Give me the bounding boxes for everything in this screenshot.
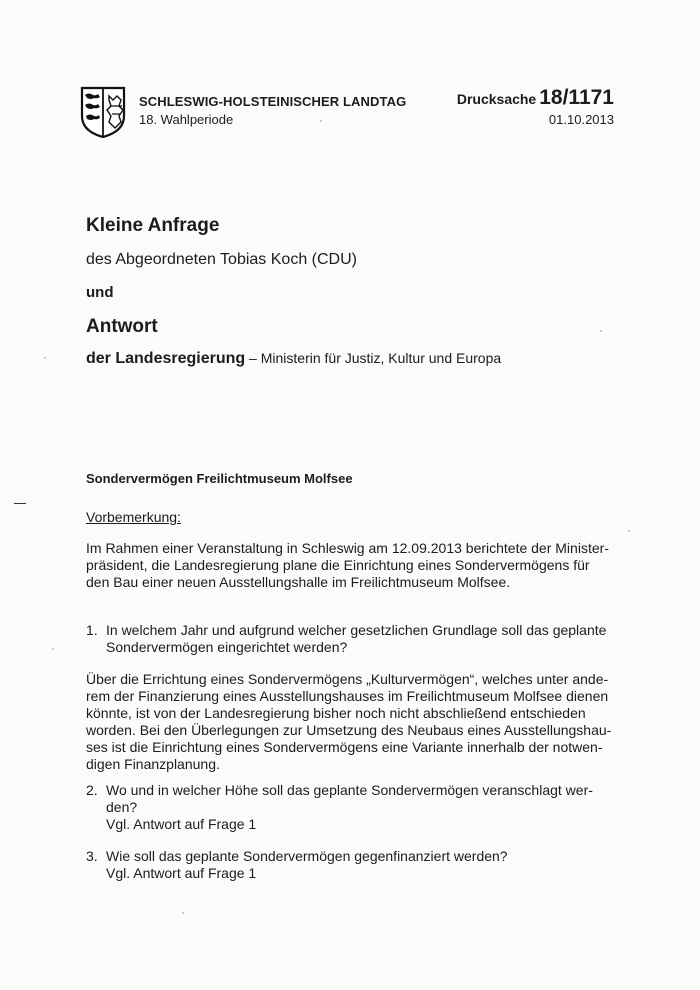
electoral-period: 18. Wahlperiode	[139, 112, 234, 127]
text-line: Wo und in welcher Höhe soll das geplante Sondervermögen veranschlagt wer-	[106, 782, 593, 798]
text-line: den?	[106, 799, 138, 815]
scan-speck	[44, 357, 46, 359]
margin-mark	[14, 503, 26, 504]
text-line: Über die Errichtung eines Sondervermögens „Kulturvermögen“, welches unter ande-	[86, 671, 609, 687]
text-line: worden. Bei den Überlegungen zur Umsetzung des Neubaus eines Ausstellungshau-	[86, 722, 612, 738]
coat-of-arms-icon	[80, 86, 126, 138]
question-number: 1.	[86, 622, 98, 638]
text-line: Im Rahmen einer Veranstaltung in Schleswig am 12.09.2013 berichtete der Minister-	[86, 540, 609, 556]
preliminary-remark-heading: Vorbemerkung:	[86, 509, 181, 525]
ministry-name: – Ministerin für Justiz, Kultur und Europa	[245, 350, 502, 366]
question-text	[106, 782, 593, 833]
title-antwort: Antwort	[86, 316, 158, 337]
conjunction-und: und	[86, 284, 114, 301]
answer-1	[86, 671, 616, 773]
preliminary-remark-text	[86, 540, 616, 591]
scan-speck	[628, 530, 630, 532]
government-name: der Landesregierung	[86, 350, 246, 367]
scan-speck	[182, 912, 184, 914]
question-text	[106, 848, 508, 882]
text-line: rem der Finanzierung eines Ausstellungshauses im Freilichtmuseum Molfsee dienen	[86, 688, 609, 704]
text-line: digen Finanzplanung.	[86, 756, 220, 772]
document-label: Drucksache	[456, 91, 537, 107]
government-line	[86, 350, 501, 368]
title-kleine-anfrage: Kleine Anfrage	[86, 215, 220, 236]
text-line: Sondervermögen eingerichtet werden?	[106, 639, 348, 655]
scan-speck	[52, 648, 54, 650]
text-line: Wie soll das geplante Sondervermögen gegenfinanziert werden?	[106, 848, 508, 864]
question-text	[106, 622, 606, 656]
text-line: In welchem Jahr und aufgrund welcher gesetzlichen Grundlage soll das geplante	[106, 622, 607, 638]
question-number: 3.	[86, 848, 98, 864]
text-line: den Bau einer neuen Ausstellungshalle im Freilichtmuseum Molfsee.	[86, 574, 511, 590]
text-line: ses ist die Einrichtung eines Sondervermögens eine Variante innerhalb der notwen-	[86, 739, 603, 755]
document-date: 01.10.2013	[548, 112, 614, 127]
scan-speck	[320, 120, 322, 122]
document-reference	[457, 86, 614, 110]
asker-line: des Abgeordneten Tobias Koch (CDU)	[86, 251, 357, 268]
scan-speck	[600, 330, 602, 332]
text-line: könnte, ist von der Landesregierung bisher noch nicht abschließend entschieden	[86, 705, 586, 721]
parliament-name: SCHLESWIG-HOLSTEINISCHER LANDTAG	[139, 94, 407, 109]
answer-reference: Vgl. Antwort auf Frage 1	[106, 865, 257, 881]
question-number: 2.	[86, 782, 98, 798]
answer-reference: Vgl. Antwort auf Frage 1	[106, 816, 257, 832]
document-number: 18/1171	[539, 86, 614, 109]
subject-heading: Sondervermögen Freilichtmuseum Molfsee	[86, 471, 353, 486]
text-line: präsident, die Landesregierung plane die Einrichtung eines Sondervermögens für	[86, 557, 590, 573]
